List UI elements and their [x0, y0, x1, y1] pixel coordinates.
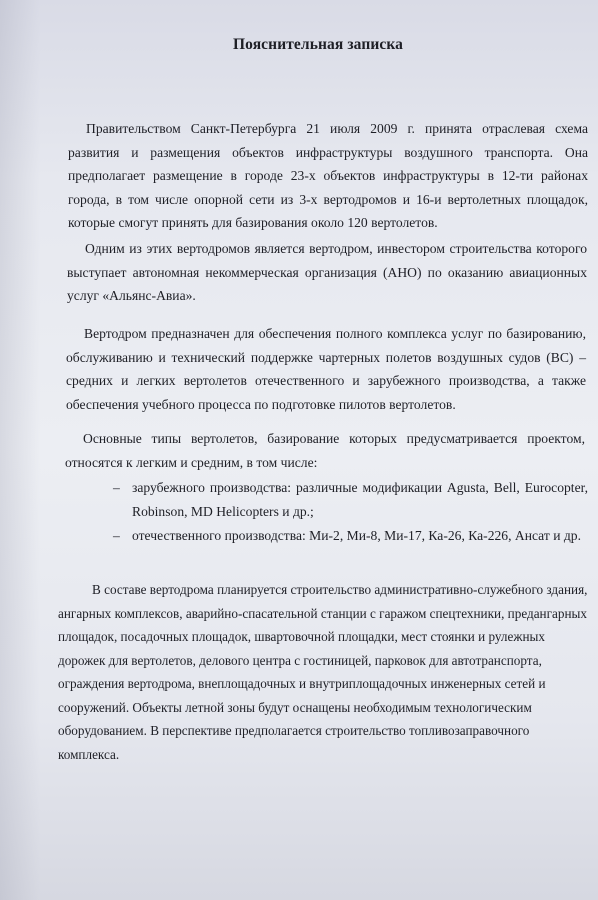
- list-item-text: отечественного производства: Ми-2, Ми-8, Ми-17, Ка-26, Ка-226, Ансат и др.: [132, 528, 581, 543]
- list-dash: –: [113, 480, 120, 495]
- page-shadow: [0, 0, 40, 900]
- paragraph-1: Правительством Санкт-Петербурга 21 июля 2009 г. принята отраслевая схема развития и размещения объектов инфраструктуры воздушного транспорта. Она предполагает размещение в городе 23-х объектов инфраструктуры в 12-ти районах города, в том числе опорной сети из 3-х вертодромов и 16-и вертолетных площадок, которые смогут принять для базирования около 120 вертолетов.: [68, 121, 588, 230]
- document-title: Пояснительная записка: [232, 36, 404, 53]
- helicopter-types-list-domestic: [113, 524, 588, 548]
- list-item: [113, 524, 588, 548]
- helicopter-types-list-foreign: [113, 476, 588, 523]
- paragraph-2: Одним из этих вертодромов является вертодром, инвестором строительства которого выступает автономная некоммерческая организация (АНО) по оказанию авиационных услуг «Альянс-Авиа».: [67, 241, 587, 303]
- list-item-text: зарубежного производства: различные модификации Agusta, Bell, Eurocopter, Robinson, MD Helicopters и др.;: [132, 480, 588, 519]
- list-item: [113, 476, 588, 523]
- paragraph-5: В составе вертодрома планируется строительство административно-служебного здания, ангарных комплексов, аварийно-спасательной станции с гаражом спецтехники, предангарных площадок, посадочных площадок, швартовочной площадки, мест стоянки и рулежных дорожек для вертолетов, делового центра с гостиницей, парковок для автотранспорта, ограждения вертодрома, внеплощадочных и внутриплощадочных инженерных сетей и сооружений. Объекты летной зоны будут оснащены необходимым технологическим оборудованием. В перспективе предполагается строительство топливозаправочного комплекса.: [58, 582, 588, 762]
- paragraph-3: Вертодром предназначен для обеспечения полного комплекса услуг по базированию, обслуживанию и технический поддержке чартерных полетов воздушных судов (ВС) – средних и легких вертолетов отечественного и зарубежного производства, а также обеспечения учебного процесса по подготовке пилотов вертолетов.: [66, 326, 586, 412]
- list-dash: –: [113, 528, 120, 543]
- paragraph-4: Основные типы вертолетов, базирование которых предусматривается проектом, относятся к легким и средним, в том числе:: [65, 431, 585, 470]
